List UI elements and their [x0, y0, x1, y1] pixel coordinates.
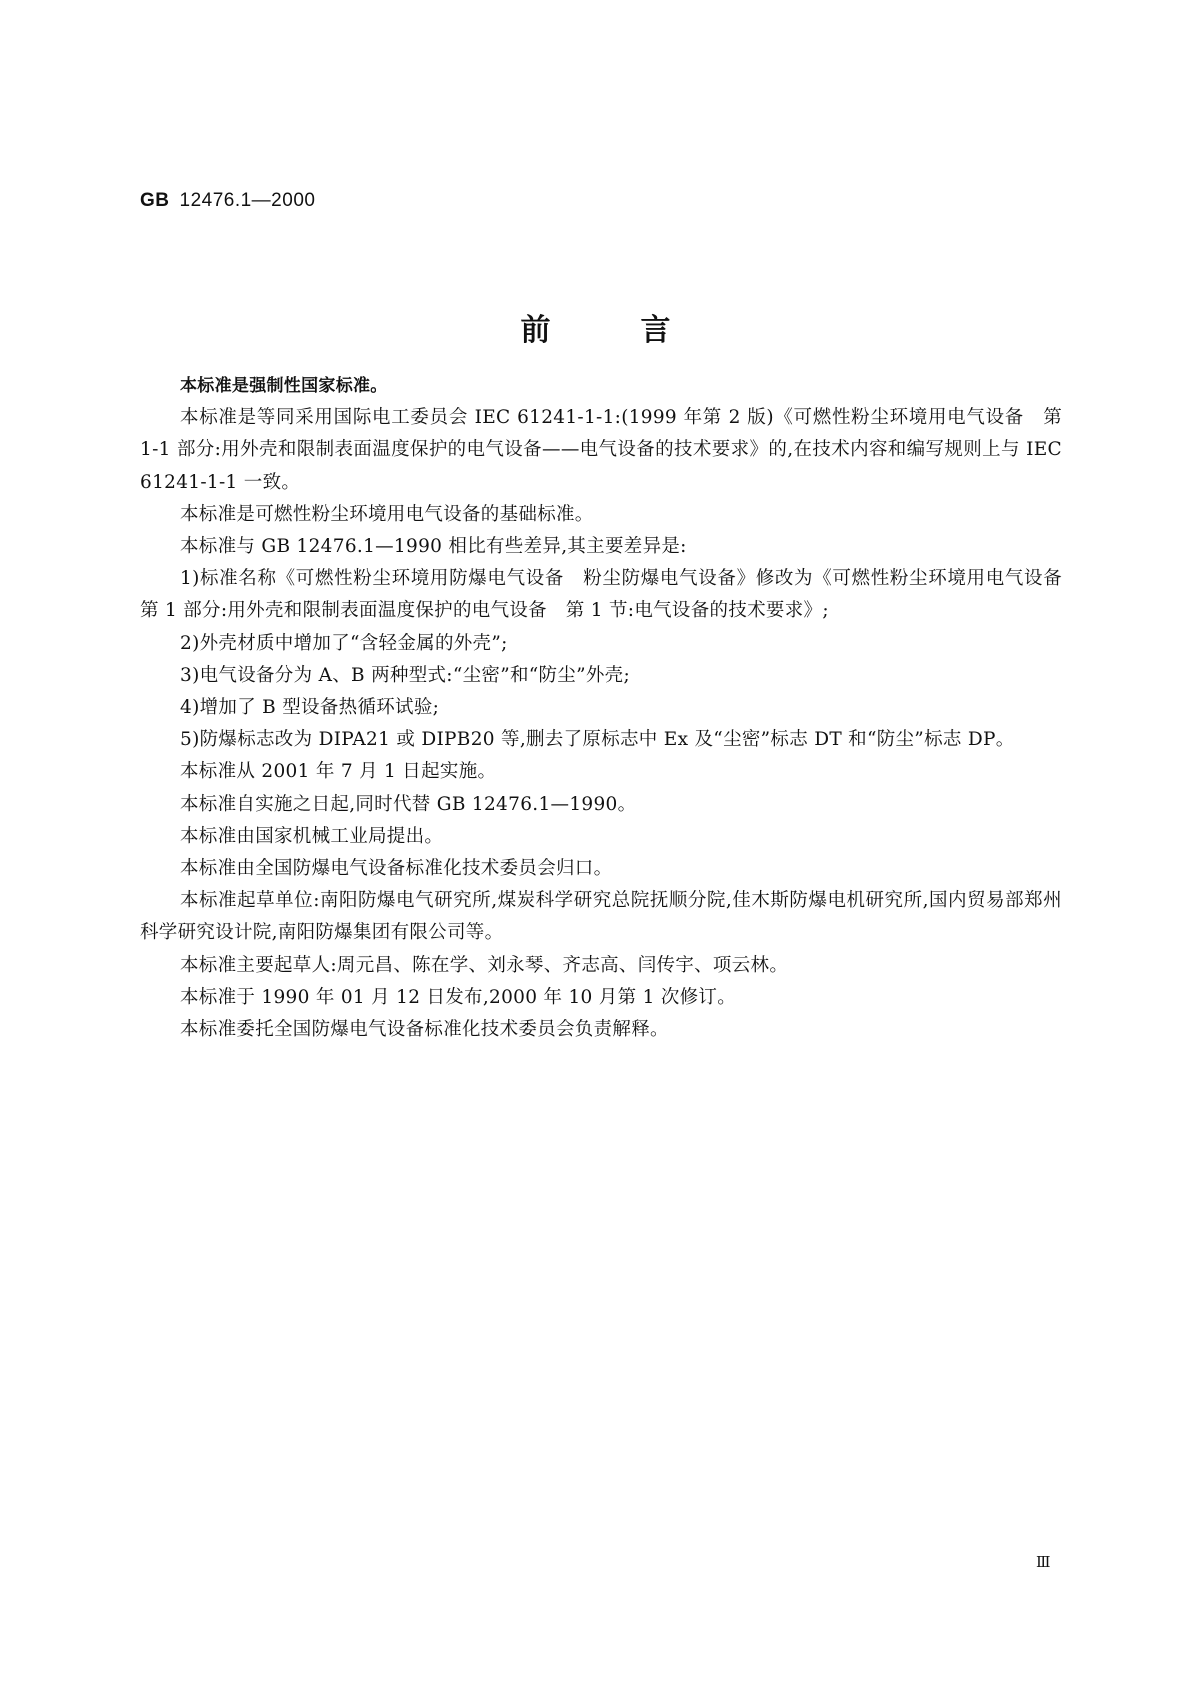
- list-item-difference-4: 4)增加了 B 型设备热循环试验;: [180, 697, 440, 719]
- paragraph-replaces: 本标准自实施之日起,同时代替 GB 12476.1—1990。: [180, 793, 637, 815]
- standard-number-header: [140, 190, 315, 212]
- standard-number: 12476.1—2000: [179, 190, 316, 211]
- paragraph-mandatory-statement: 本标准是强制性国家标准。: [180, 376, 388, 396]
- page-title: 前言: [520, 313, 761, 348]
- paragraph-centralized-by: 本标准由全国防爆电气设备标准化技术委员会归口。: [180, 858, 613, 880]
- list-item-difference-3: 3)电气设备分为 A、B 两种型式:“尘密”和“防尘”外壳;: [180, 664, 631, 686]
- list-item-difference-2: 2)外壳材质中增加了“含轻金属的外壳”;: [180, 632, 508, 654]
- paragraph-proposed-by: 本标准由国家机械工业局提出。: [180, 825, 444, 847]
- list-item-difference-1: 1)标准名称《可燃性粉尘环境用防爆电气设备 粉尘防爆电气设备》修改为《可燃性粉尘环境用电气设备 第 1 部分:用外壳和限制表面温度保护的电气设备 第 1 节:电气设备的技术要求》;: [140, 568, 1081, 622]
- paragraph-adoption: 本标准是等同采用国际电工委员会 IEC 61241-1-1:(1999 年第 2 版)《可燃性粉尘环境用电气设备 第1-1 部分:用外壳和限制表面温度保护的电气设备——电气设备的技术要求》的,在技术内容和编写规则上与 IEC 61241-1-1 一致。: [140, 407, 1062, 493]
- paragraph-interpretation: 本标准委托全国防爆电气设备标准化技术委员会负责解释。: [180, 1019, 669, 1041]
- paragraph-drafters: 本标准主要起草人:周元昌、陈在学、刘永琴、齐志高、闫传宇、项云林。: [180, 954, 789, 976]
- paragraph-drafting-units: 本标准起草单位:南阳防爆电气研究所,煤炭科学研究总院抚顺分院,佳木斯防爆电机研究所,国内贸易部郑州科学研究设计院,南阳防爆集团有限公司等。: [140, 890, 1062, 944]
- standard-prefix: GB: [140, 190, 170, 211]
- paragraph-differences-intro: 本标准与 GB 12476.1—1990 相比有些差异,其主要差异是:: [180, 536, 687, 558]
- paragraph-effective-date: 本标准从 2001 年 7 月 1 日起实施。: [180, 761, 497, 783]
- page-number: Ⅲ: [1036, 1555, 1051, 1571]
- foreword-body: [140, 370, 1081, 1046]
- paragraph-issue-dates: 本标准于 1990 年 01 月 12 日发布,2000 年 10 月第 1 次修订。: [180, 986, 737, 1008]
- paragraph-basic-standard: 本标准是可燃性粉尘环境用电气设备的基础标准。: [180, 503, 594, 525]
- list-item-difference-5: 5)防爆标志改为 DIPA21 或 DIPB20 等,删去了原标志中 Ex 及“尘密”标志 DT 和“防尘”标志 DP。: [180, 729, 1015, 751]
